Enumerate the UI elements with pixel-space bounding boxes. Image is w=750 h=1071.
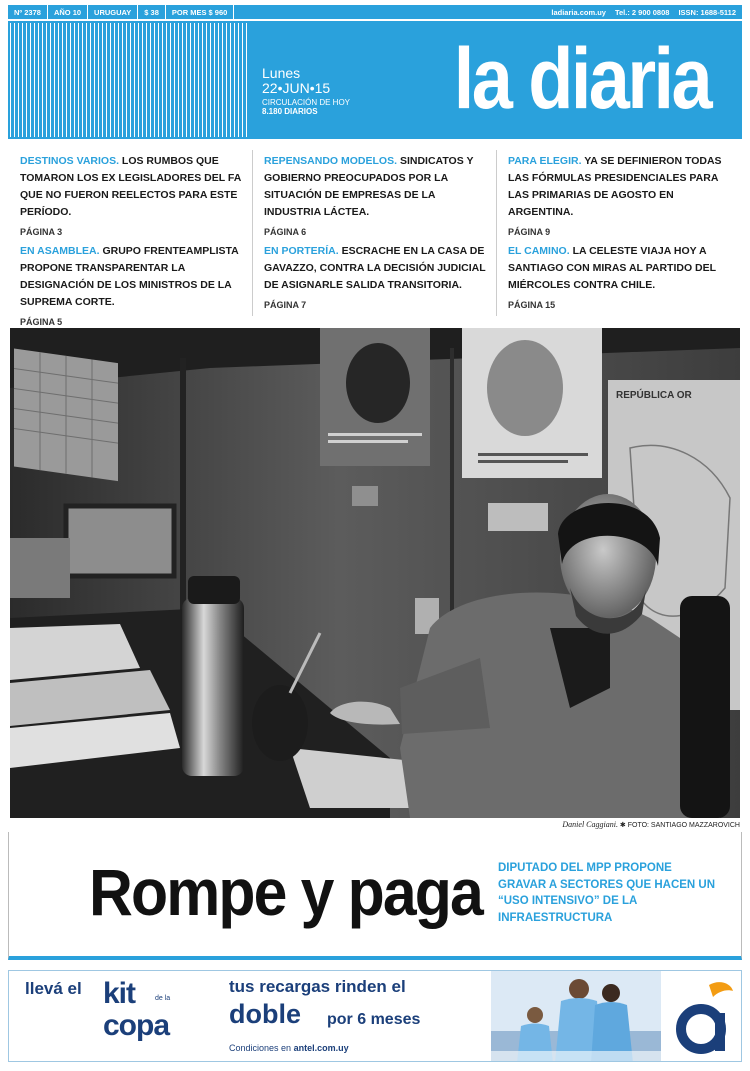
teaser-text: ESCRACHE EN LA CASA DE GAVAZZO, CONTRA LA DECISIÓN JUDICIAL DE ASIGNARLE SALIDA TRANSITORIA. <box>264 245 486 291</box>
weekday: Lunes <box>262 65 301 81</box>
column-divider <box>496 150 497 316</box>
ad-dela-text: de la <box>155 995 171 1002</box>
photo-caption <box>562 820 740 829</box>
teaser-page: PÁGINA 6 <box>264 227 307 237</box>
office-chair <box>680 596 730 818</box>
website-link[interactable]: ladiaria.com.uy <box>551 7 606 17</box>
issue-date: 22•JUN•15 <box>262 80 331 96</box>
decorative-stripes <box>10 23 250 137</box>
issue-number: Nº 2378 <box>8 5 48 19</box>
teaser-text: YA SE DEFINIERON TODAS LAS FÓRMULAS PRESIDENCIALES PARA LAS PRIMARIAS DE AGOSTO EN ARGENTINA. <box>508 155 722 218</box>
teaser-en-asamblea[interactable] <box>20 243 250 331</box>
lead-dek: DIPUTADO DEL MPP PROPONE GRAVAR A SECTORES QUE HACEN UN “USO INTENSIVO” DE LA INFRAESTRUCTURA <box>498 862 716 924</box>
thermos <box>182 598 244 776</box>
teasers-grid <box>8 150 742 327</box>
monitor <box>66 506 174 576</box>
teaser-kicker: EL CAMINO. <box>508 245 573 257</box>
country: URUGUAY <box>88 5 138 19</box>
lead-headline[interactable]: Rompe y paga <box>89 855 482 929</box>
masthead <box>8 21 742 139</box>
poster-1-face <box>346 343 410 423</box>
wall-plug <box>352 486 378 506</box>
teaser-page: PÁGINA 3 <box>20 227 63 237</box>
teaser-en-porteria[interactable] <box>264 243 494 314</box>
price: $ 38 <box>138 5 166 19</box>
ad-conditions-prefix: Condiciones en <box>229 1043 292 1053</box>
teaser-page: PÁGINA 9 <box>508 227 551 237</box>
thermos-cap <box>188 576 240 604</box>
circulation-label: CIRCULACIÓN DE HOY <box>262 98 351 107</box>
year: AÑO 10 <box>48 5 88 19</box>
teaser-para-elegir[interactable] <box>508 153 738 241</box>
top-info-bar <box>8 5 742 19</box>
teaser-repensando-modelos[interactable] <box>264 153 494 241</box>
phone: Tel.: 2 900 0808 <box>614 7 670 17</box>
teaser-el-camino[interactable] <box>508 243 738 314</box>
date-box <box>262 65 350 116</box>
monthly-price: POR MES $ 960 <box>166 5 234 19</box>
circulation-value: 8.180 DIARIOS <box>262 107 318 116</box>
teaser-text: GRUPO FRENTEAMPLISTA PROPONE TRANSPARENTAR LA DESIGNACIÓN DE LOS MINISTROS DE LA SUPREMA CORTE. <box>20 245 239 308</box>
column-divider <box>252 150 253 316</box>
intercom <box>488 503 548 531</box>
teaser-text: LA CELESTE VIAJA HOY A SANTIAGO CON MIRAS AL PARTIDO DEL MIÉRCOLES CONTRA CHILE. <box>508 245 716 291</box>
teaser-text: SINDICATOS Y GOBIERNO PREOCUPADOS POR LA SITUACIÓN DE EMPRESAS DE LA INDUSTRIA LÁCTEA. <box>264 155 474 218</box>
mate-gourd <box>252 685 308 761</box>
teaser-page: PÁGINA 7 <box>264 300 307 310</box>
ad-kit-text: kit <box>103 977 136 1010</box>
ad-recargas-text: tus recargas rinden el <box>229 977 406 996</box>
teaser-text: LOS RUMBOS QUE TOMARON LOS EX LEGISLADORES DEL FA QUE NO FUERON REELECTOS PARA ESTE PERÍODO. <box>20 155 241 218</box>
poster-2-face <box>487 340 563 436</box>
printer <box>10 538 70 598</box>
ad-players-photo <box>491 971 661 1062</box>
antel-advertisement[interactable] <box>8 970 742 1062</box>
teaser-page: PÁGINA 15 <box>508 300 556 310</box>
ad-por-text: por 6 meses <box>327 1011 421 1028</box>
newspaper-logo[interactable]: la diaria <box>453 31 710 127</box>
lead-story[interactable] <box>8 832 742 960</box>
ad-doble-text: doble <box>229 999 301 1029</box>
teaser-kicker: PARA ELEGIR. <box>508 155 585 167</box>
caption-credit: FOTO: SANTIAGO MAZZAROVICH <box>627 822 740 829</box>
ad-conditions <box>229 1043 349 1053</box>
teaser-kicker: REPENSANDO MODELOS. <box>264 155 400 167</box>
teaser-kicker: EN ASAMBLEA. <box>20 245 103 257</box>
ad-conditions-link[interactable]: antel.com.uy <box>293 1043 349 1053</box>
caption-separator: ✱ <box>619 822 628 829</box>
teaser-kicker: DESTINOS VARIOS. <box>20 155 122 167</box>
antel-logo-icon <box>665 977 737 1057</box>
ad-copa-text: copa <box>103 1009 170 1042</box>
issn: ISSN: 1688-5112 <box>678 7 736 17</box>
teaser-page: PÁGINA 5 <box>20 317 63 327</box>
lead-photo[interactable] <box>10 328 740 818</box>
ad-llave-text: llevá el <box>25 979 82 998</box>
teaser-kicker: EN PORTERÍA. <box>264 245 342 257</box>
caption-name: Daniel Caggiani. <box>562 820 618 829</box>
map-label: REPÚBLICA OR <box>616 390 692 401</box>
teaser-destinos-varios[interactable] <box>20 153 250 241</box>
photo-illustration <box>10 328 740 818</box>
